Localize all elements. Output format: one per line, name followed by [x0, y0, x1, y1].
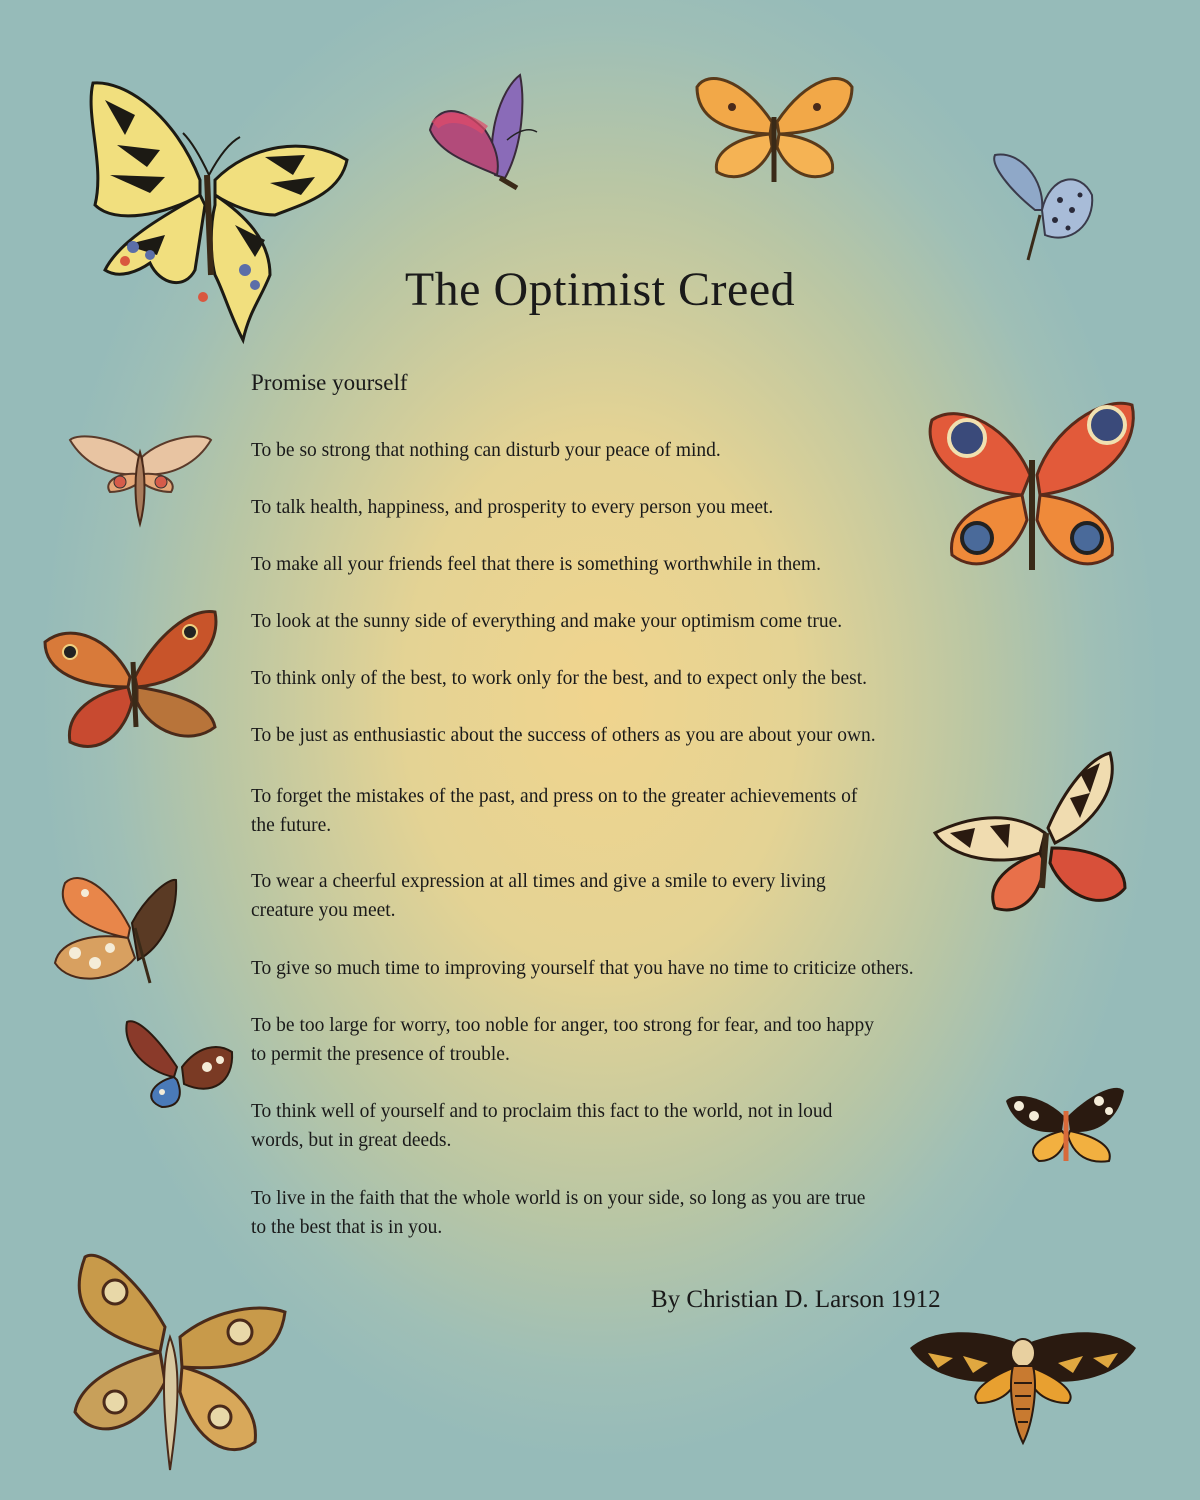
- tiger-moth-illustration: [930, 748, 1130, 918]
- fritillary-butterfly-illustration: [50, 868, 180, 988]
- creed-line-12: [251, 1184, 1051, 1242]
- intro-text: Promise yourself: [251, 370, 408, 395]
- creed-line-12-part-2: to the best that is in you.: [251, 1217, 443, 1238]
- creed-line-3: To make all your friends feel that there is something worthwhile in them.: [251, 554, 821, 575]
- blue-butterfly-illustration: [980, 150, 1100, 265]
- author-byline: By Christian D. Larson 1912: [651, 1286, 941, 1313]
- creed-line-11: [251, 1097, 1051, 1155]
- peacock-butterfly-illustration: [922, 390, 1142, 585]
- orange-butterfly-illustration: [692, 72, 857, 187]
- creed-line-7-part-1: To forget the mistakes of the past, and press on to the greater achievements of: [251, 786, 858, 807]
- creed-line-8-part-1: To wear a cheerful expression at all times and give a smile to every living: [251, 871, 826, 892]
- pink-butterfly-illustration: [425, 70, 545, 195]
- creed-line-7-part-2: the future.: [251, 815, 332, 836]
- spotted-moth-illustration: [1004, 1076, 1126, 1164]
- deaths-head-moth-illustration: [908, 1308, 1138, 1448]
- wall-brown-butterfly-illustration: [40, 602, 225, 752]
- emperor-moth-illustration: [70, 1242, 290, 1474]
- creed-line-11-part-2: words, but in great deeds.: [251, 1130, 452, 1151]
- creed-line-10-part-1: To be too large for worry, too noble for anger, too strong for fear, and too happy: [251, 1015, 875, 1036]
- creed-line-9: To give so much time to improving yourself that you have no time to criticize others.: [251, 958, 914, 979]
- creed-line-4: To look at the sunny side of everything and make your optimism come true.: [251, 611, 843, 632]
- creed-line-12-part-1: To live in the faith that the whole world is on your side, so long as you are true: [251, 1188, 866, 1209]
- blue-brown-butterfly-illustration: [122, 1012, 237, 1112]
- creed-line-8-part-2: creature you meet.: [251, 900, 396, 921]
- page-title: The Optimist Creed: [404, 263, 796, 316]
- creed-line-2: To talk health, happiness, and prosperity to every person you meet.: [251, 497, 774, 518]
- creed-line-5: To think only of the best, to work only for the best, and to expect only the best.: [251, 668, 868, 689]
- creed-line-10: [251, 1011, 1051, 1069]
- creed-line-11-part-1: To think well of yourself and to proclaim this fact to the world, not in loud: [251, 1101, 833, 1122]
- swallowtail-butterfly-illustration: [65, 75, 350, 345]
- creed-line-10-part-2: to permit the presence of trouble.: [251, 1044, 510, 1065]
- creed-line-1: To be so strong that nothing can disturb your peace of mind.: [251, 440, 721, 461]
- hawk-moth-illustration: [68, 432, 213, 527]
- creed-line-6: To be just as enthusiastic about the success of others as you are about your own.: [251, 725, 876, 746]
